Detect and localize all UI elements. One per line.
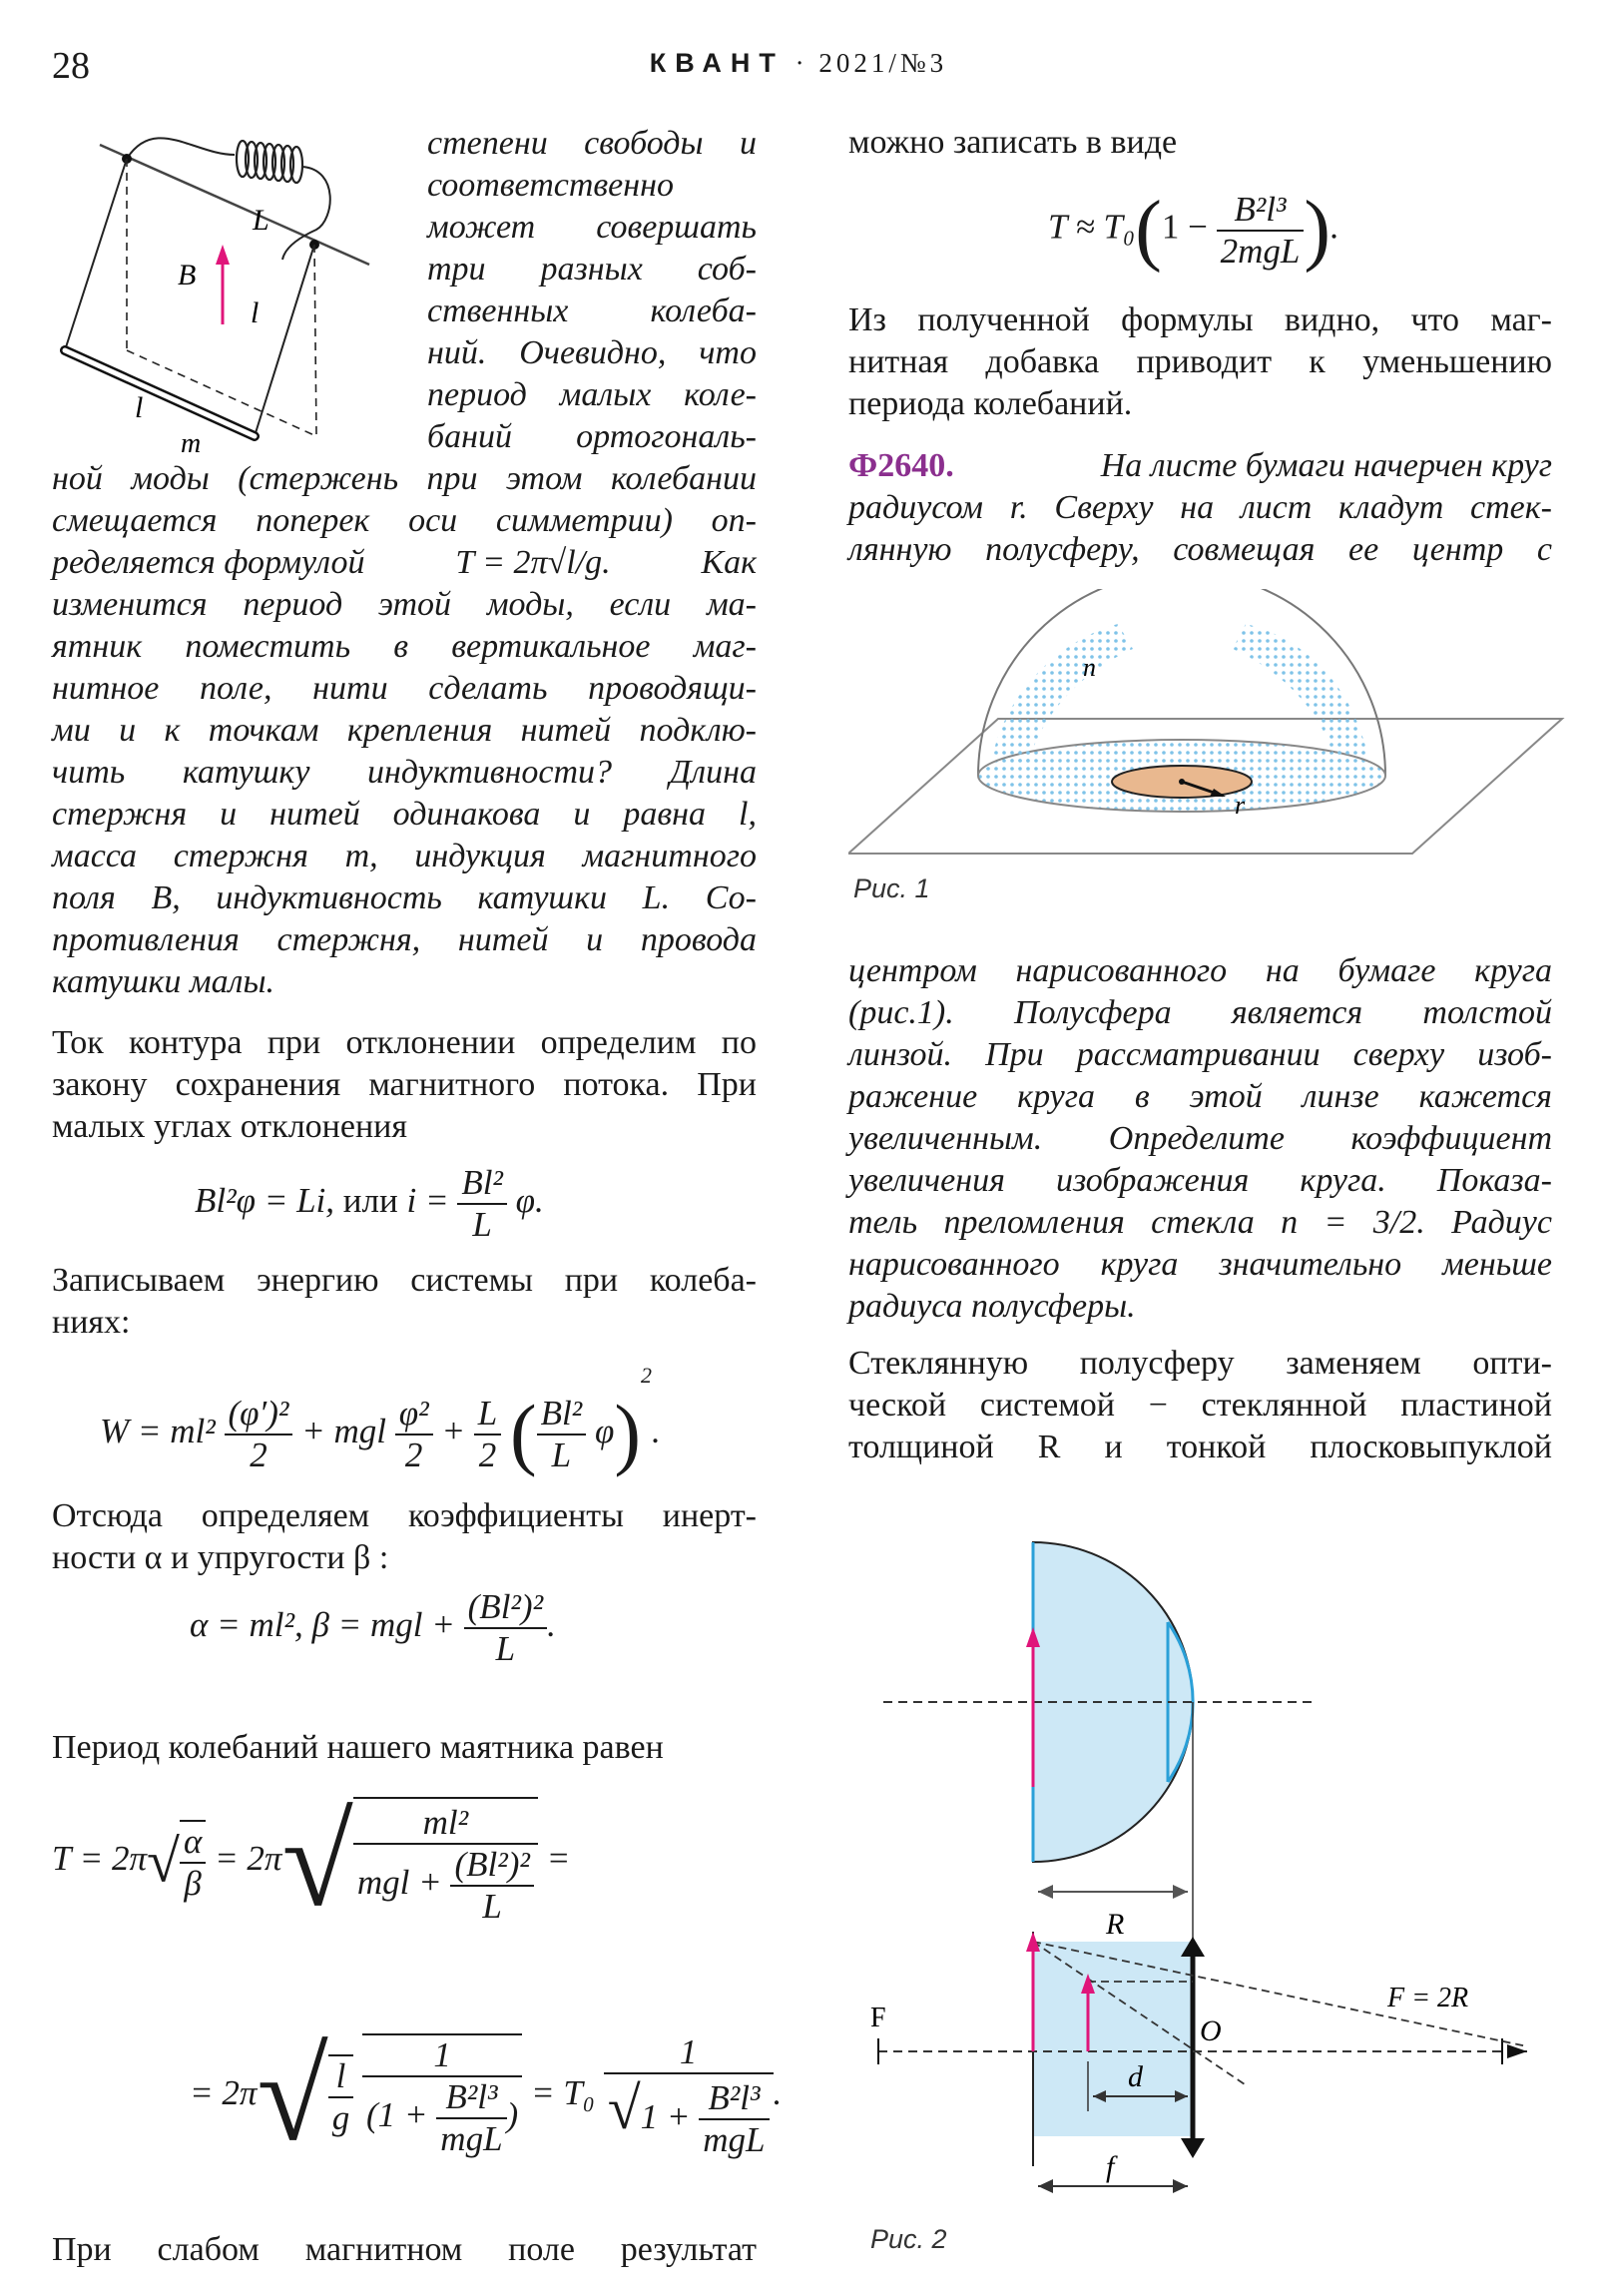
eq-part: φ xyxy=(594,1412,615,1450)
paragraph xyxy=(52,2229,757,2271)
text-line: тель преломления стекла n = 3/2. Радиус xyxy=(848,1204,1552,1241)
text-line: нарисованного круга значительно меньше xyxy=(848,1246,1552,1283)
coil xyxy=(237,141,302,183)
text-line: малых углах отклонения xyxy=(52,1108,407,1145)
fraction: ml² mgl + $\frac{\text{(Bl²)²}}{L}$ xyxy=(353,1797,538,1927)
fraction: $\frac{\text{B²l³}}{\text{mgL}}$ xyxy=(699,2078,769,2160)
text-line: чить катушку индуктивности? Длина xyxy=(52,754,757,791)
text-line: толщиной R и тонкой плосковыпуклой xyxy=(848,1429,1552,1465)
fraction: $\frac{\alpha}{\beta}$ xyxy=(180,1820,206,1904)
label-F-2R: F = 2R xyxy=(1387,1983,1469,2013)
label-n: n xyxy=(1083,653,1096,682)
label-d: d xyxy=(1128,2060,1143,2093)
fraction: $\frac{\text{(Bl²)²}}{L}$ xyxy=(464,1587,547,1669)
problem-number: Ф2640. xyxy=(848,447,954,484)
text-line: Ток контура при отклонении определим по xyxy=(52,1024,757,1061)
figure-caption: Рис. 2 xyxy=(870,2224,947,2254)
fraction: 1 (1 + $\frac{\text{B²l³}}{\text{mgL}}$ ) xyxy=(362,2033,522,2159)
text-line: нитное поле, нити сделать проводящи- xyxy=(52,670,757,707)
text-line: можно записать в виде xyxy=(848,124,1178,161)
eq-part: i = xyxy=(406,1181,449,1221)
eq-part: = 2π xyxy=(190,2073,258,2113)
eq-part: = 2π xyxy=(215,1839,282,1879)
paragraph xyxy=(52,1260,757,1344)
eq-part: Bl²φ = Li, xyxy=(195,1181,335,1221)
text-line: Стеклянную полусферу заменяем опти- xyxy=(848,1345,1552,1382)
eq-part: . xyxy=(547,1605,556,1645)
eq-part: + xyxy=(441,1412,465,1450)
eq-part: T ≈ T₀ xyxy=(1048,207,1136,247)
issue-number: 2021/№3 xyxy=(818,48,948,78)
equation-period: T = 2π√ $\frac{\alpha}{\beta}$ = 2π√ ml² mgl + $\frac{\text{(Bl²)²}}{L}$ = xyxy=(52,1790,571,1934)
text-line: смещается поперек оси симметрии) оп- xyxy=(52,502,757,539)
paragraph xyxy=(848,122,1552,164)
fraction: $\frac{L}{2}$ xyxy=(474,1394,501,1475)
text-line: поля B, индуктивность катушки L. Со- xyxy=(52,879,757,916)
eq-part: W = ml² xyxy=(100,1412,216,1450)
fraction: $\frac{\text{B²l³}}{\text{2mgL}}$ xyxy=(1217,190,1305,272)
eq-part: . xyxy=(1330,207,1339,247)
fraction: $\frac{\text{(φ′)²}}{2}$ xyxy=(225,1394,293,1475)
text-line: ниях: xyxy=(52,1304,131,1341)
figure-caption: Рис. 1 xyxy=(853,873,930,903)
text-line: может совершать xyxy=(427,209,757,246)
text-fragment: Как xyxy=(701,544,757,581)
pendulum-figure xyxy=(55,115,384,454)
text-line xyxy=(848,445,1552,487)
text-line: лянную полусферу, совмещая ее центр с xyxy=(848,531,1552,568)
equation-flux xyxy=(195,1163,544,1245)
fraction-denominator: mgl + $\frac{\text{(Bl²)²}}{L}$ xyxy=(353,1843,538,1927)
text-line: радиусом r. Сверху на лист кладут стек- xyxy=(848,489,1552,526)
paragraph xyxy=(52,1022,757,1148)
text-line: Отсюда определяем коэффициенты инерт- xyxy=(52,1497,757,1534)
paragraph xyxy=(848,1343,1552,1468)
text-line: степени свободы и xyxy=(427,125,757,162)
text-line: масса стержня m, индукция магнитного xyxy=(52,838,757,874)
text-line: (рис.1). Полусфера является толстой xyxy=(848,994,1552,1031)
paragraph xyxy=(848,299,1552,425)
label-L: L xyxy=(253,204,269,237)
label-l-rod: l xyxy=(135,391,144,424)
eq-part: = T₀ xyxy=(530,2073,595,2113)
problem-wrap-text xyxy=(427,123,757,458)
eq-part: = xyxy=(546,1839,571,1879)
text-line: противления стержня, нитей и провода xyxy=(52,921,757,958)
text-line: ственных колеба- xyxy=(427,292,757,329)
text-line: соответственно xyxy=(427,167,674,204)
eq-part: α = ml², β = mgl + xyxy=(190,1605,455,1645)
text-line: закону сохранения магнитного потока. При xyxy=(52,1066,757,1103)
text-line: баний ортогональ- xyxy=(427,418,757,455)
text-line: период малых коле- xyxy=(427,376,757,413)
text-line: нитная добавка приводит к уменьшению xyxy=(848,343,1552,380)
eq-part: φ. xyxy=(515,1181,544,1221)
fraction-denominator: (1 + $\frac{\text{B²l³}}{\text{mgL}}$ ) xyxy=(362,2075,522,2159)
label-l-thread: l xyxy=(251,296,260,329)
text-line: При слабом магнитном поле результат xyxy=(52,2231,757,2268)
text-line: Записываем энергию системы при колеба- xyxy=(52,1262,757,1299)
text-line: ной моды (стержень при этом колебании xyxy=(52,460,757,497)
text-line: Период колебаний нашего маятника равен xyxy=(52,1729,664,1766)
text-line: стержня и нитей одинакова и равна l, xyxy=(52,796,757,833)
text-fragment: ределяется формулой xyxy=(52,544,365,581)
magazine-title: КВАНТ xyxy=(649,48,785,78)
fraction: $\frac{\text{Bl²}}{L}$ xyxy=(457,1163,507,1245)
eq-part: T = 2π xyxy=(52,1839,147,1879)
problem-text xyxy=(52,458,757,1003)
text-line: увеличенным. Определите коэффициент xyxy=(848,1120,1552,1157)
text-line: ражение круга в этой линзе кажется xyxy=(848,1078,1552,1115)
text-line-formula xyxy=(52,542,757,584)
label-m: m xyxy=(181,428,202,454)
text-line: увеличения изображения круга. Показа- xyxy=(848,1162,1552,1199)
page-number: 28 xyxy=(52,45,90,87)
text-line: линзой. При рассматривании сверху изоб- xyxy=(848,1036,1552,1073)
text-line: три разных соб- xyxy=(427,251,757,287)
label-r: r xyxy=(1235,791,1246,820)
equation-weak-field: T ≈ T₀(1 − $\frac{\text{B²l³}}{\text{2mgL}}$ ). xyxy=(1048,186,1339,274)
fraction: $\frac{\text{φ²}}{2}$ xyxy=(395,1394,433,1475)
equation-coefficients xyxy=(190,1587,556,1669)
paragraph xyxy=(52,1727,757,1769)
equation-period-final: = 2π√ $\frac{l}{g}$ 1 (1 + $\frac{\text{B²l³}}{\text{mgL}}$ ) = T₀ 1 √1 + $\frac{\text{B²l³}}{\text{mgL}}$ . xyxy=(190,2024,783,2168)
text-fragment: На листе бумаги начерчен круг xyxy=(1100,447,1552,484)
formula-T: T = 2π√l/g. xyxy=(455,544,611,581)
fraction: 1 √1 + $\frac{\text{B²l³}}{\text{mgL}}$ xyxy=(604,2032,774,2161)
eq-part: . xyxy=(651,1412,661,1450)
fraction: $\frac{\text{Bl²}}{L}$ xyxy=(537,1394,587,1475)
text-line: ми и к точкам крепления нитей подклю- xyxy=(52,712,757,749)
hemisphere-figure xyxy=(848,589,1567,888)
text-line: ний. Очевидно, что xyxy=(427,334,757,371)
fraction: $\frac{\text{(Bl²)²}}{L}$ xyxy=(450,1845,533,1927)
text-line: ности α и упругости β : xyxy=(52,1539,389,1576)
problem-F2640 xyxy=(848,445,1552,571)
eq-part: . xyxy=(773,2073,783,2113)
label-f: f xyxy=(1106,2150,1115,2183)
optics-figure xyxy=(848,1527,1567,2226)
text-line: центром нарисованного на бумаге круга xyxy=(848,952,1552,989)
text-line: радиуса полусферы. xyxy=(848,1288,1136,1325)
text-line: изменится период этой моды, если ма- xyxy=(52,586,757,623)
equation-energy: W = ml² $\frac{\text{(φ′)²}}{2}$ + mgl $\frac{\text{φ²}}{2}$ + $\frac{L}{2}$ ( $\frac{\text{Bl²}}{L}$ φ)$^2$. xyxy=(100,1363,661,1478)
text-line: периода колебаний. xyxy=(848,385,1133,422)
text-line: ческой системой − стеклянной пластиной xyxy=(848,1387,1552,1424)
eq-part: или xyxy=(342,1181,398,1221)
eq-exponent: 2 xyxy=(640,1363,652,1388)
eq-part: 1 − xyxy=(1161,207,1208,247)
text-line: Из полученной формулы видно, что маг- xyxy=(848,301,1552,338)
fraction: $\frac{l}{g}$ xyxy=(328,2054,354,2138)
label-R: R xyxy=(1106,1908,1125,1941)
fraction-denominator: √1 + $\frac{\text{B²l³}}{\text{mgL}}$ xyxy=(604,2072,774,2161)
header-separator: · xyxy=(795,48,808,78)
text-line: ятник поместить в вертикальное маг- xyxy=(52,628,757,665)
label-B: B xyxy=(178,259,197,291)
paragraph xyxy=(52,1495,757,1579)
text-line: катушки малы. xyxy=(52,963,274,1000)
fraction: $\frac{\text{B²l³}}{\text{mgL}}$ xyxy=(436,2077,506,2159)
label-O: O xyxy=(1200,2014,1222,2047)
eq-part: + mgl xyxy=(301,1412,386,1450)
label-F-left: F xyxy=(870,2003,886,2033)
running-header xyxy=(0,48,1597,79)
problem-continuation xyxy=(848,950,1552,1328)
